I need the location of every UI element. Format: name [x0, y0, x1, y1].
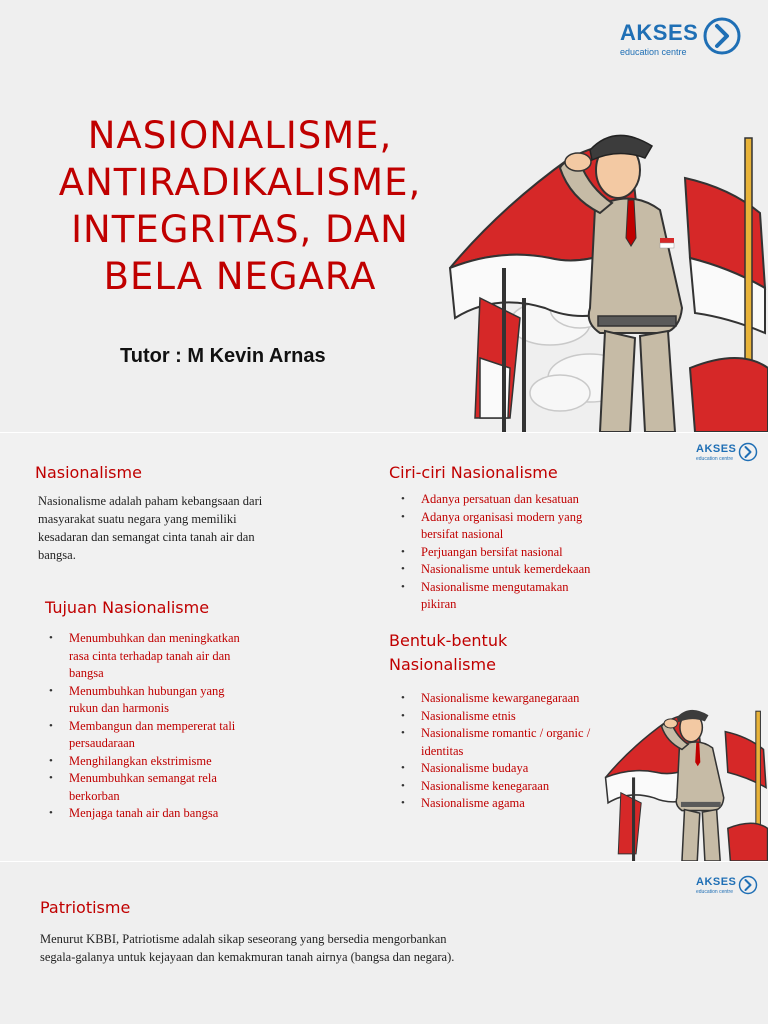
brand-name: AKSES: [696, 876, 737, 888]
brand-tagline: education centre: [620, 47, 687, 57]
ciri-list: [397, 491, 647, 614]
list-item: • Nasionalisme mengutamakan pikiran: [397, 579, 647, 614]
brand-tagline: education centre: [696, 889, 733, 895]
content-slide: [0, 433, 768, 861]
title-line: BELA NEGARA: [103, 255, 377, 298]
list-item: • Membangun dan mempererat tali persaudaraan: [45, 718, 315, 753]
nasionalisme-heading: Nasionalisme: [35, 463, 142, 482]
list-item: • Perjuangan bersifat nasional: [397, 544, 647, 562]
page-title: [20, 112, 460, 300]
akses-logo: [696, 443, 758, 462]
text-line: Nasionalisme adalah paham kebangsaan dari: [38, 494, 263, 508]
title-line: ANTIRADIKALISME,: [58, 161, 422, 204]
tujuan-heading: Tujuan Nasionalisme: [45, 598, 210, 617]
patriotisme-heading: Patriotisme: [40, 898, 131, 917]
akses-logo: [696, 876, 758, 895]
ciri-heading: Ciri-ciri Nasionalisme: [389, 463, 558, 482]
text-line: bangsa.: [38, 548, 76, 562]
saluting-soldier-illustration: [440, 118, 768, 432]
text-line: masyarakat suatu negara yang memiliki: [38, 512, 237, 526]
text-line: segala-galanya untuk kejayaan dan kemakmuran tanah airnya (bangsa dan negara).: [40, 950, 455, 964]
text-line: Menurut KBBI, Patriotisme adalah sikap seseorang yang bersedia mengorbankan: [40, 932, 447, 946]
list-item: • Menumbuhkan semangat rela berkorban: [45, 770, 315, 805]
list-item: • Menumbuhkan hubungan yang rukun dan harmonis: [45, 683, 315, 718]
brand-name: AKSES: [620, 20, 699, 45]
list-item: • Adanya organisasi modern yang bersifat nasional: [397, 509, 647, 544]
cover-slide: [0, 0, 768, 432]
akses-logo: [620, 20, 742, 56]
list-item: • Nasionalisme romantic / organic / identitas: [397, 725, 637, 760]
list-item: • Nasionalisme etnis: [397, 708, 637, 726]
list-item: • Nasionalisme budaya: [397, 760, 637, 778]
brand-name: AKSES: [696, 443, 737, 455]
text-line: kesadaran dan semangat cinta tanah air dan: [38, 530, 255, 544]
list-item: • Menjaga tanah air dan bangsa: [45, 805, 315, 823]
list-item: • Adanya persatuan dan kesatuan: [397, 491, 647, 509]
list-item: • Nasionalisme agama: [397, 795, 637, 813]
patriotisme-slide: [0, 862, 768, 1024]
title-line: NASIONALISME,: [87, 114, 393, 157]
list-item: • Nasionalisme untuk kemerdekaan: [397, 561, 647, 579]
tutor-name: Tutor : M Kevin Arnas: [120, 345, 326, 367]
list-item: • Menumbuhkan dan meningkatkan rasa cinta terhadap tanah air dan bangsa: [45, 630, 315, 683]
title-line: INTEGRITAS, DAN: [71, 208, 409, 251]
nasionalisme-definition: [38, 492, 262, 564]
tujuan-list: [45, 630, 315, 823]
patriotisme-definition: [40, 930, 454, 966]
brand-tagline: education centre: [696, 456, 733, 462]
list-item: • Menghilangkan ekstrimisme: [45, 753, 315, 771]
list-item: • Nasionalisme kenegaraan: [397, 778, 637, 796]
chevron-right-icon: [738, 442, 758, 462]
list-item: • Nasionalisme kewarganegaraan: [397, 690, 637, 708]
chevron-right-icon: [702, 16, 742, 56]
saluting-soldier-illustration: [600, 701, 768, 861]
chevron-right-icon: [738, 875, 758, 895]
bentuk-heading: Bentuk-bentuk Nasionalisme: [389, 631, 508, 674]
